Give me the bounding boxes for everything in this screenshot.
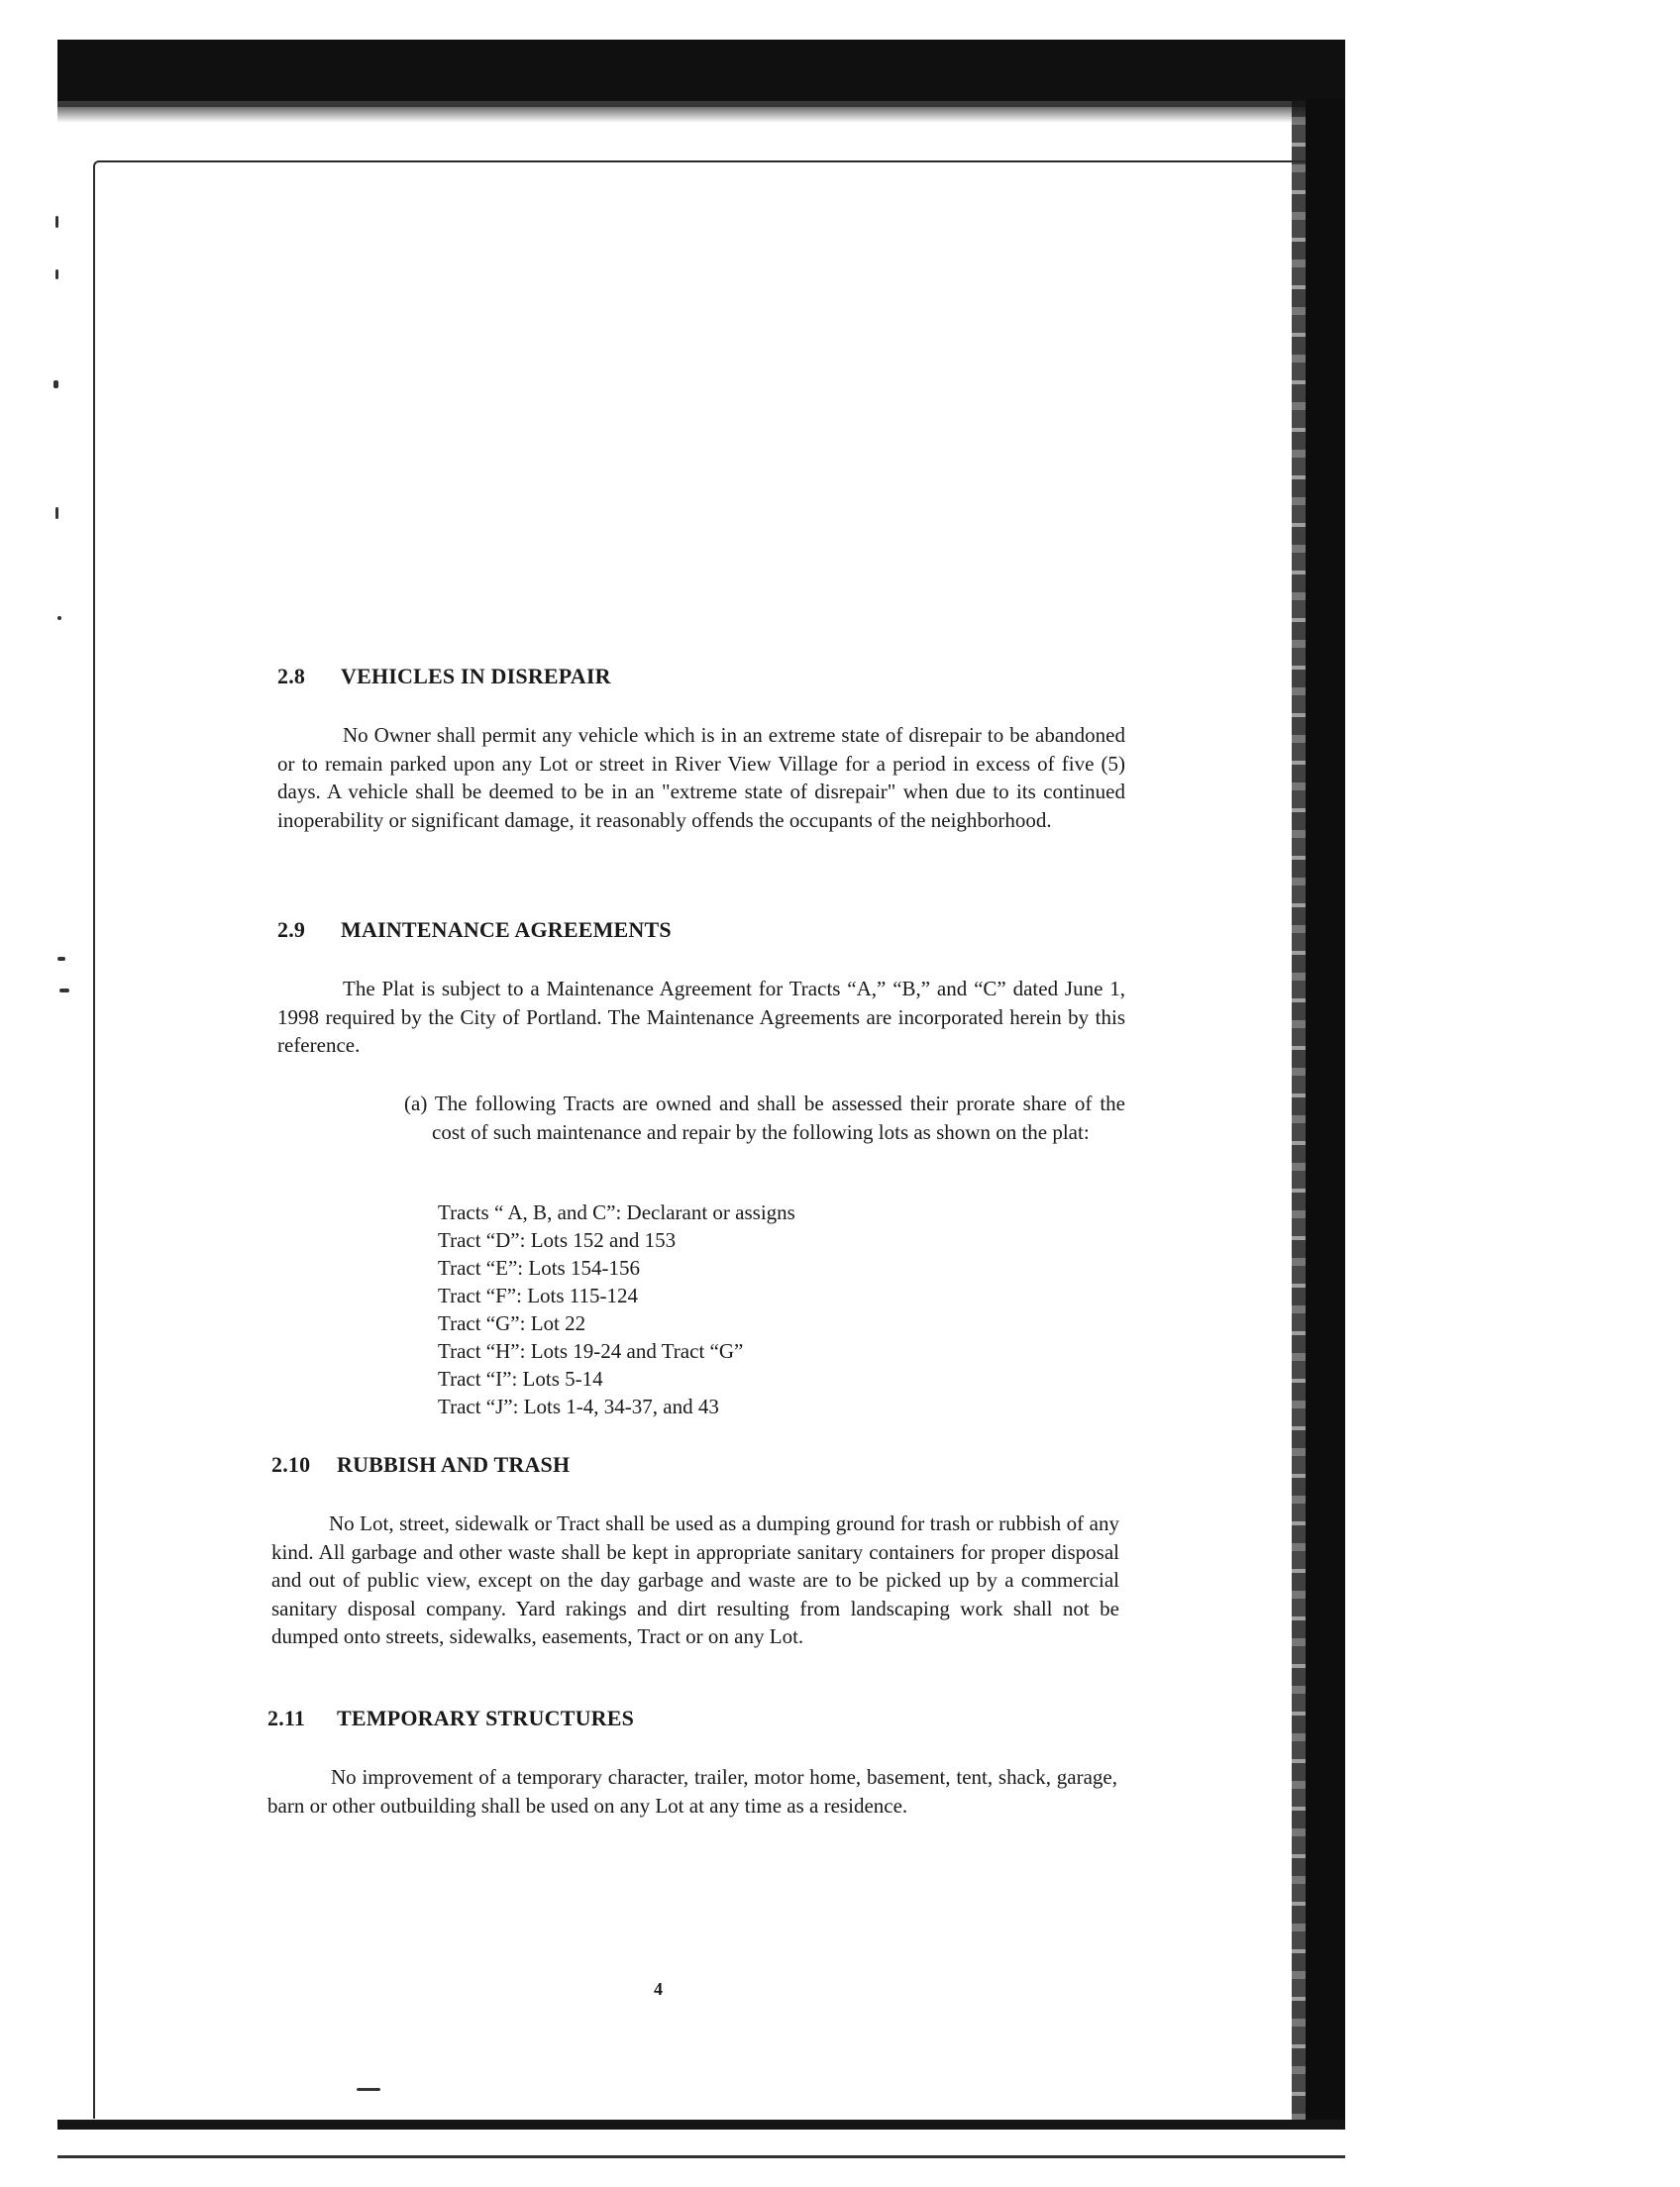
section-paragraph bbox=[271, 1510, 1119, 1651]
section-title: MAINTENANCE AGREEMENTS bbox=[341, 917, 672, 942]
scan-right-border bbox=[1306, 99, 1345, 2130]
section-title: VEHICLES IN DISREPAIR bbox=[341, 664, 611, 688]
paragraph-text: The Plat is subject to a Maintenance Agreement for Tracts “A,” “B,” and “C” dated June 1, 1998 required by the City of Portland. The Maintenance Agreements are incorporated herein by this reference. bbox=[277, 977, 1125, 1057]
scan-top-border bbox=[57, 40, 1345, 107]
section-title: TEMPORARY STRUCTURES bbox=[337, 1706, 635, 1730]
subitem-paragraph bbox=[404, 1090, 1125, 1146]
tract-line: Tract “G”: Lot 22 bbox=[438, 1311, 586, 1335]
section-number: 2.11 bbox=[267, 1706, 306, 1730]
tract-line: Tract “H”: Lots 19-24 and Tract “G” bbox=[438, 1339, 744, 1363]
section-title: RUBBISH AND TRASH bbox=[337, 1452, 571, 1477]
paragraph-text: No improvement of a temporary character, trailer, motor home, basement, tent, shack, garage, barn or other outbuilding shall be used on any Lot at any time as a residence. bbox=[267, 1765, 1117, 1818]
scan-speck bbox=[57, 957, 65, 961]
paragraph-text: No Lot, street, sidewalk or Tract shall be used as a dumping ground for trash or rubbish of any kind. All garbage and other waste shall be kept in appropriate sanitary containers for proper disposal and out of public view, except on the day garbage and waste are to be picked up by a commercial sanitary disposal company. Yard rakings and dirt resulting from landscaping work shall not be dumped onto streets, sidewalks, easements, Tract or on any Lot. bbox=[271, 1511, 1119, 1648]
scan-speck bbox=[357, 2088, 380, 2091]
scan-speck bbox=[59, 989, 69, 992]
section-heading bbox=[271, 1452, 570, 1478]
section-paragraph bbox=[277, 721, 1125, 834]
scan-speck bbox=[55, 216, 58, 228]
page-number: 4 bbox=[654, 1979, 663, 1999]
tract-line: Tract “E”: Lots 154-156 bbox=[438, 1256, 640, 1280]
tract-line: Tract “D”: Lots 152 and 153 bbox=[438, 1228, 677, 1252]
subitem-text: (a) The following Tracts are owned and shall be assessed their prorate share of the cost of such maintenance and repair by the following lots as shown on the plat: bbox=[404, 1092, 1125, 1144]
scan-speck bbox=[53, 380, 58, 388]
section-heading bbox=[267, 1706, 634, 1731]
section-paragraph bbox=[267, 1763, 1117, 1820]
section-number: 2.9 bbox=[277, 917, 306, 942]
section-number: 2.8 bbox=[277, 664, 306, 688]
section-heading bbox=[277, 917, 672, 943]
scan-bottom-line bbox=[57, 2155, 1345, 2158]
section-heading bbox=[277, 664, 611, 689]
tract-line: Tract “F”: Lots 115-124 bbox=[438, 1284, 639, 1307]
scan-speck bbox=[57, 616, 61, 620]
section-number: 2.10 bbox=[271, 1452, 311, 1477]
tract-line: Tracts “ A, B, and C”: Declarant or assigns bbox=[438, 1200, 795, 1224]
scan-bottom-border bbox=[57, 2120, 1345, 2130]
tract-line: Tract “I”: Lots 5-14 bbox=[438, 1367, 603, 1391]
paragraph-text: No Owner shall permit any vehicle which is in an extreme state of disrepair to be abandoned or to remain parked upon any Lot or street in River View Village for a period in excess of five (5) days. A vehicle shall be deemed to be in an "extreme state of disrepair" when due to its continued inoperability or significant damage, it reasonably offends the occupants of the neighborhood. bbox=[277, 723, 1125, 832]
tract-line: Tract “J”: Lots 1-4, 34-37, and 43 bbox=[438, 1395, 719, 1418]
scan-speck bbox=[55, 269, 58, 279]
scan-speck bbox=[55, 507, 58, 519]
section-paragraph bbox=[277, 975, 1125, 1060]
